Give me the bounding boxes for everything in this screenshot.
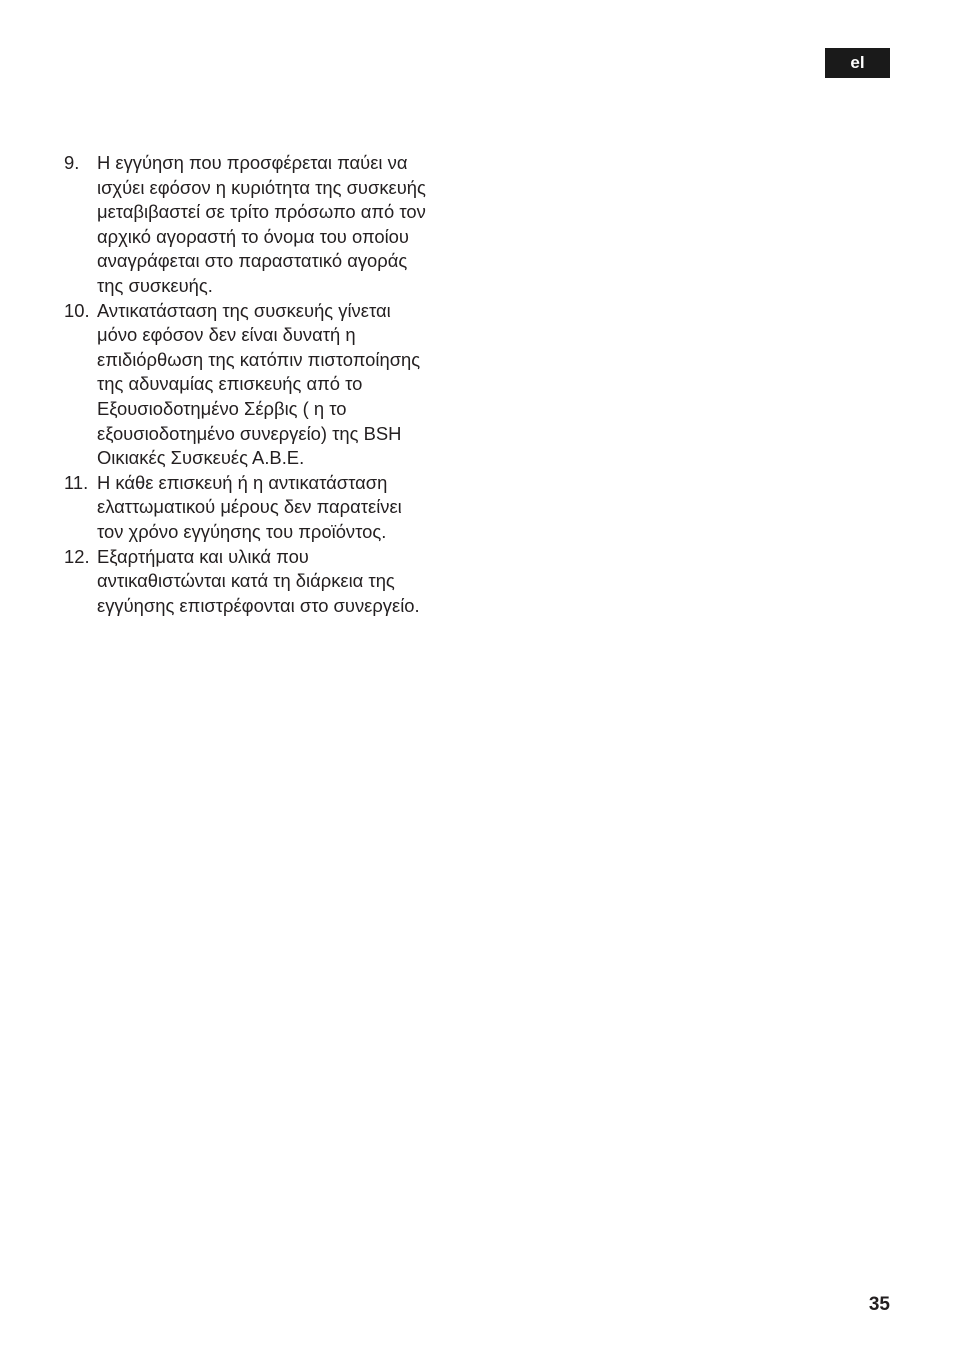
page-number: 35: [868, 1294, 890, 1315]
list-item-9: [64, 151, 484, 299]
item-number: 11.: [64, 471, 89, 493]
item-text-line: εγγύησης επιστρέφονται στο συνεργείο.: [97, 594, 420, 616]
item-text-line: Οικιακές Συσκευές Α.Β.Ε.: [97, 447, 305, 469]
item-text-line: της αδυναμίας επισκευής από το: [97, 373, 363, 395]
item-text-line: μεταβιβαστεί σε τρίτο πρόσωπο από τον: [97, 201, 426, 223]
item-text-line: Εξουσιοδοτημένο Σέρβις ( η το: [97, 397, 347, 419]
item-number: 10.: [64, 299, 90, 321]
item-number: 12.: [64, 545, 90, 567]
item-text-line: Αντικατάσταση της συσκευής γίνεται: [97, 299, 391, 321]
warranty-terms-list: [64, 151, 484, 618]
list-item-10: [64, 299, 484, 471]
item-text-line: της συσκευής.: [97, 274, 213, 296]
item-text-line: ελαττωματικού μέρους δεν παρατείνει: [97, 496, 402, 518]
list-item-11: [64, 471, 484, 545]
list-item-12: [64, 545, 484, 619]
item-text-line: αναγράφεται στο παραστατικό αγοράς: [97, 250, 408, 272]
item-text-line: ισχύει εφόσον η κυριότητα της συσκευής: [97, 176, 426, 198]
language-badge: el: [825, 48, 890, 78]
item-text-line: αρχικό αγοραστή το όνομα του οποίου: [97, 225, 409, 247]
item-text-line: τον χρόνο εγγύησης του προϊόντος.: [97, 520, 387, 542]
item-text-line: εξουσιοδοτημένο συνεργείο) της BSH: [97, 422, 402, 444]
item-text-line: Εξαρτήματα και υλικά που: [97, 545, 309, 567]
item-number: 9.: [64, 152, 80, 173]
item-text-line: Η κάθε επισκευή ή η αντικατάσταση: [97, 471, 388, 493]
item-text-line: μόνο εφόσον δεν είναι δυνατή η: [97, 324, 356, 346]
item-text-line: επιδιόρθωση της κατόπιν πιστοποίησης: [97, 348, 421, 370]
item-text-line: αντικαθιστώνται κατά τη διάρκεια της: [97, 570, 395, 592]
item-text-line: Η εγγύηση που προσφέρεται παύει να: [97, 152, 408, 173]
